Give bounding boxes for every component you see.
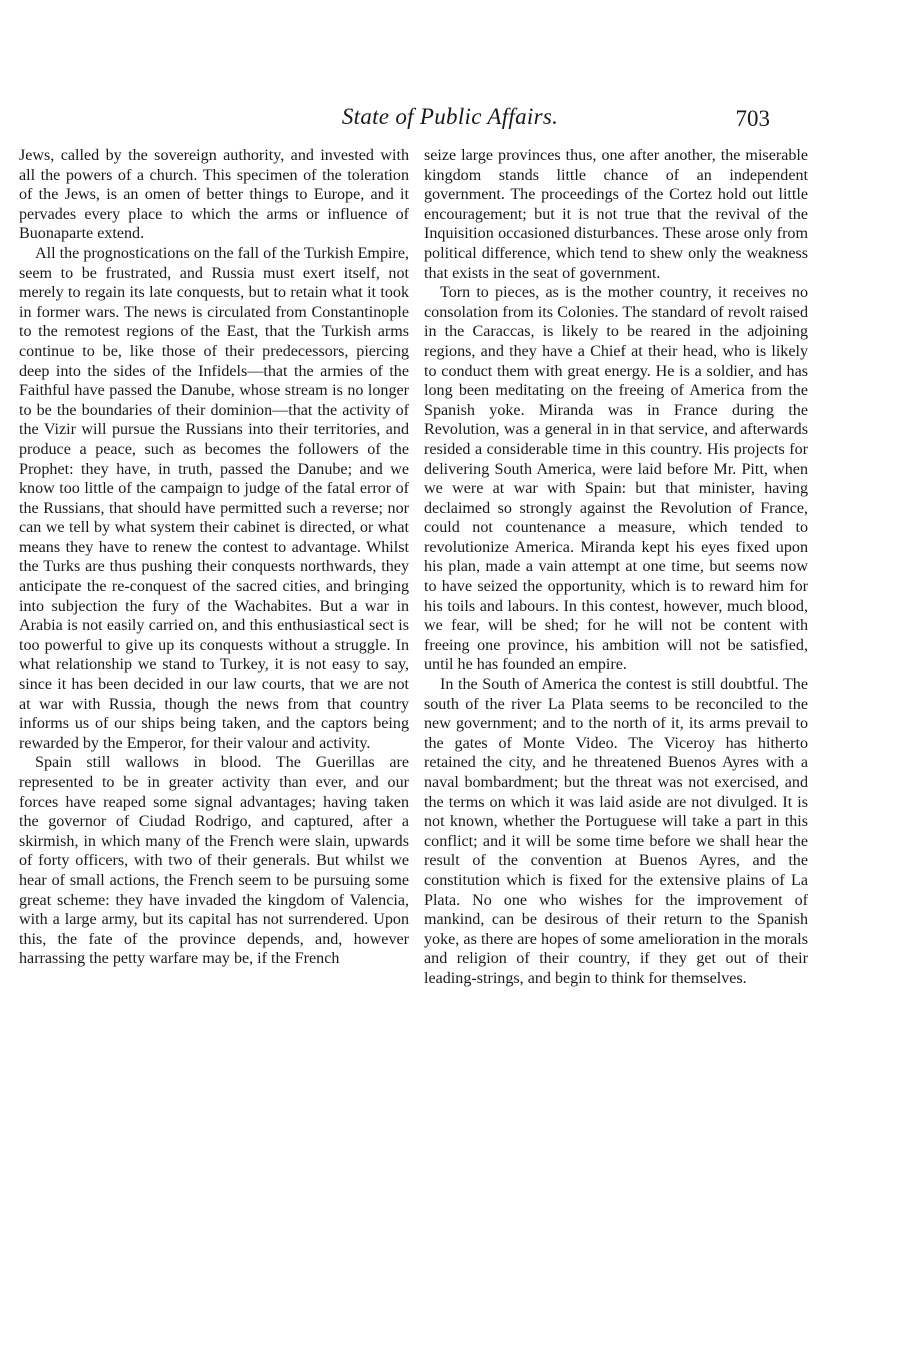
paragraph-turkish-empire: All the prognostications on the fall of the Turkish Empire, seem to be frustrated, and Russia must exert itself, not merely to regain its late conquests, but to retain what it took in former wars. The news is circulated from Constantinople to the remotest regions of the East, that the Turkish arms continue to be, like those of their predecessors, piercing deep into the sides of the Infidels—that the armies of the Faithful have passed the Danube, whose stream is no longer to be the boundaries of their dominion—that the activity of the Vizir will pursue the Russians into their territories, and produce a peace, such as becomes the followers of the Prophet: they have, in truth, passed the Danube; and we know too little of the campaign to judge of the fatal error of the Russians, that should have permitted such a reverse; nor can we tell by what system their cabinet is directed, or what means they have to renew the contest to advantage. Whilst the Turks are thus pushing their conquests northwards, they anticipate the re-conquest of the sacred cities, and bringing into subjection the fury of the Wachabites. But a war in Arabia is not easily carried on, and this enthusiastical sect is too powerful to give up its conquests without a struggle. In what relationship we stand to Turkey, it is not easy to say, since it has been decided in our law courts, that we are not at war with Russia, though the news from that country informs us of our ships being taken, and the captors being rewarded by the Emperor, for their valour and activity.	[19, 244, 409, 752]
paragraph-colonies: Torn to pieces, as is the mother country, it receives no consolation from its Colonies. The standard of revolt raised in the Caraccas, is likely to be reared in the adjoining regions, and they have a Chief at their head, who is likely to conduct them with great energy. He is a soldier, and has long been meditating on the freeing of America from the Spanish yoke. Miranda was in France during the Revolution, was a general in in that service, and afterwards resided a considerable time in this country. His projects for delivering South America, were laid before Mr. Pitt, when we were at war with Spain: but that minister, having declaimed so strongly against the Revolution of France, could not countenance a measure, which tended to revolutionize America. Miranda kept his eyes fixed upon his plan, made a vain attempt at one time, but seems now to have seized the opportunity, which is to reward him for his toils and labours. In this contest, however, much blood, we fear, will be shed; for he will not be content with freeing one province, his ambition will not be satisfied, until he has founded an empire.	[424, 284, 808, 674]
running-head	[0, 104, 905, 144]
left-column	[19, 146, 409, 969]
paragraph-south-america: In the South of America the contest is still doubtful. The south of the river La Plata seems to be reconciled to the new government; and to the north of it, its arms prevail to the gates of Monte Video. The Viceroy has hitherto retained the city, and he threatened Buenos Ayres with a naval bombardment; but the threat was not exercised, and the terms on which it was laid aside are not divulged. It is not known, whether the Portuguese will take a part in this conflict; and it will be some time before we shall hear the result of the convention at Buenos Ayres, and the constitution which is fixed for the extensive plains of La Plata. No one who wishes for the improvement of mankind, can be desirous of their return to the Spanish yoke, as there are hopes of some amelioration in the morals and religion of their country, if they get out of their leading-strings, and begin to think for themselves.	[424, 676, 808, 987]
paragraph-provinces: seize large provinces thus, one after another, the miserable kingdom stands little chance of an independent government. The proceedings of the Cortez hold out little encouragement; but it is not true that the revival of the Inquisition occasioned disturbances. These arose only from political difference, which tend to shew only the weakness that exists in the seat of government.	[424, 147, 808, 282]
right-column	[424, 146, 808, 989]
page-number: 703	[735, 106, 770, 131]
paragraph-jews: Jews, called by the sovereign authority, and invested with all the powers of a church. This specimen of the toleration of the Jews, is an omen of better things to Europe, and it pervades every place to which the arms or influence of Buonaparte extend.	[19, 147, 409, 243]
paragraph-spain: Spain still wallows in blood. The Guerillas are represented to be in greater activity than ever, and our forces have reaped some signal advantages; having taken the governor of Ciudad Rodrigo, and captured, after a skirmish, in which many of the French were slain, upwards of forty officers, with two of their generals. But whilst we hear of small actions, the French seem to be pursuing some great scheme: they have invaded the kingdom of Valencia, with a large army, but its capital has not surrendered. Upon this, the fate of the province depends, and, however harrassing the petty warfare may be, if the French	[19, 754, 409, 968]
running-title: State of Public Affairs.	[341, 104, 559, 129]
